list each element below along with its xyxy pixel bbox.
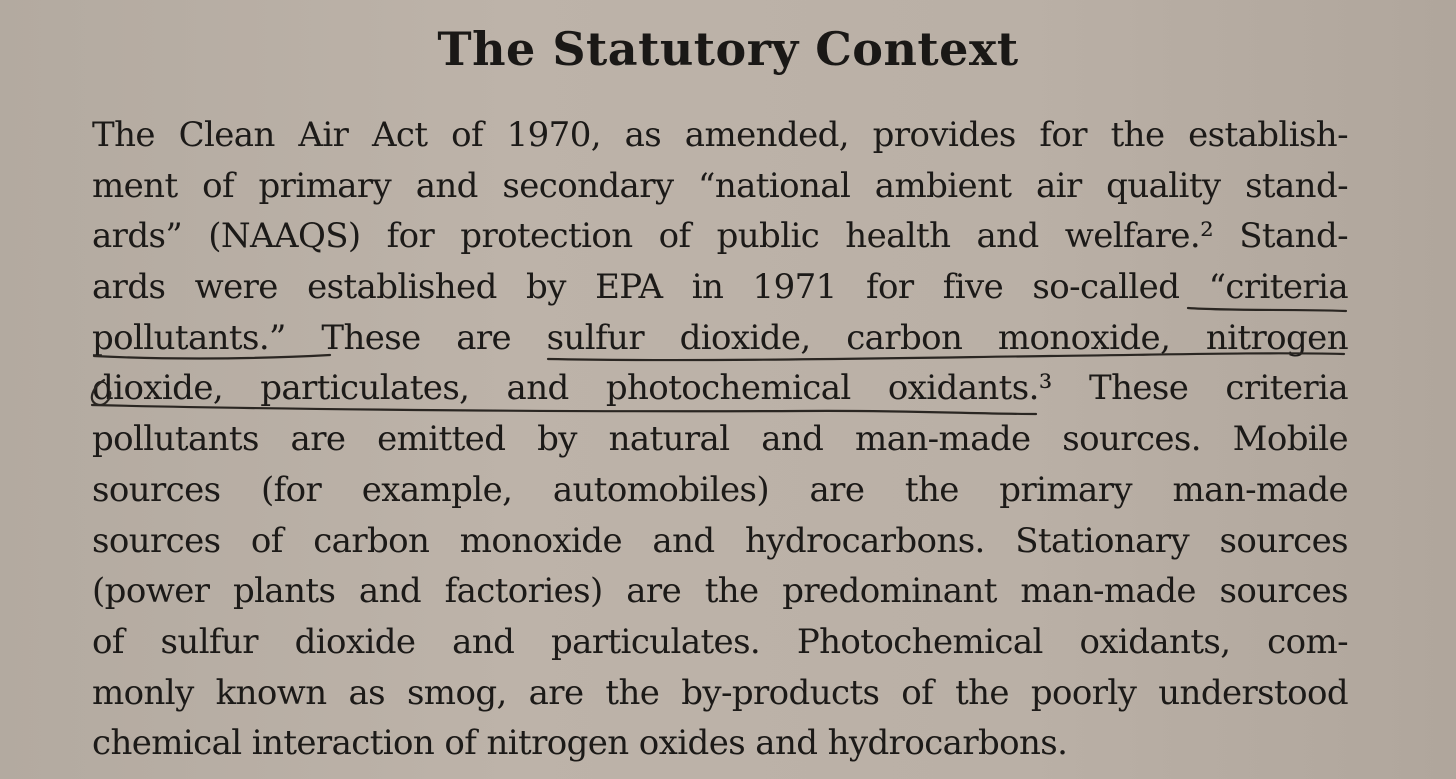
text-line-13: chemical interaction of nitrogen oxides and hydrocarbons.: [92, 723, 1068, 764]
text-line-10: (power plants and factories) are the predominant man-made sources: [92, 571, 1348, 612]
text-line-3: ards” (NAAQS) for protection of public health and welfare.² Stand-: [92, 216, 1348, 257]
text-line-2: ment of primary and secondary “national ambient air quality stand-: [92, 165, 1348, 206]
text-line-6: dioxide, particulates, and photochemical oxidants.³ These criteria: [92, 368, 1348, 409]
text-line-5: pollutants.” These are sulfur dioxide, carbon monoxide, nitrogen: [92, 317, 1348, 358]
text-line-7: pollutants are emitted by natural and man-made sources. Mobile: [92, 419, 1348, 460]
text-line-8: sources (for example, automobiles) are the primary man-made: [92, 469, 1348, 510]
text-line-12: monly known as smog, are the by-products of the poorly understood: [92, 672, 1348, 713]
text-line-9: sources of carbon monoxide and hydrocarbons. Stationary sources: [92, 520, 1348, 561]
section-heading: The Statutory Context: [437, 22, 1019, 76]
text-line-1: The Clean Air Act of 1970, as amended, provides for the establish-: [92, 115, 1348, 155]
text-line-11: of sulfur dioxide and particulates. Photochemical oxidants, com-: [92, 621, 1348, 662]
body-paragraph: [92, 110, 1348, 769]
text-line-4: ards were established by EPA in 1971 for five so-called “criteria: [92, 267, 1348, 308]
